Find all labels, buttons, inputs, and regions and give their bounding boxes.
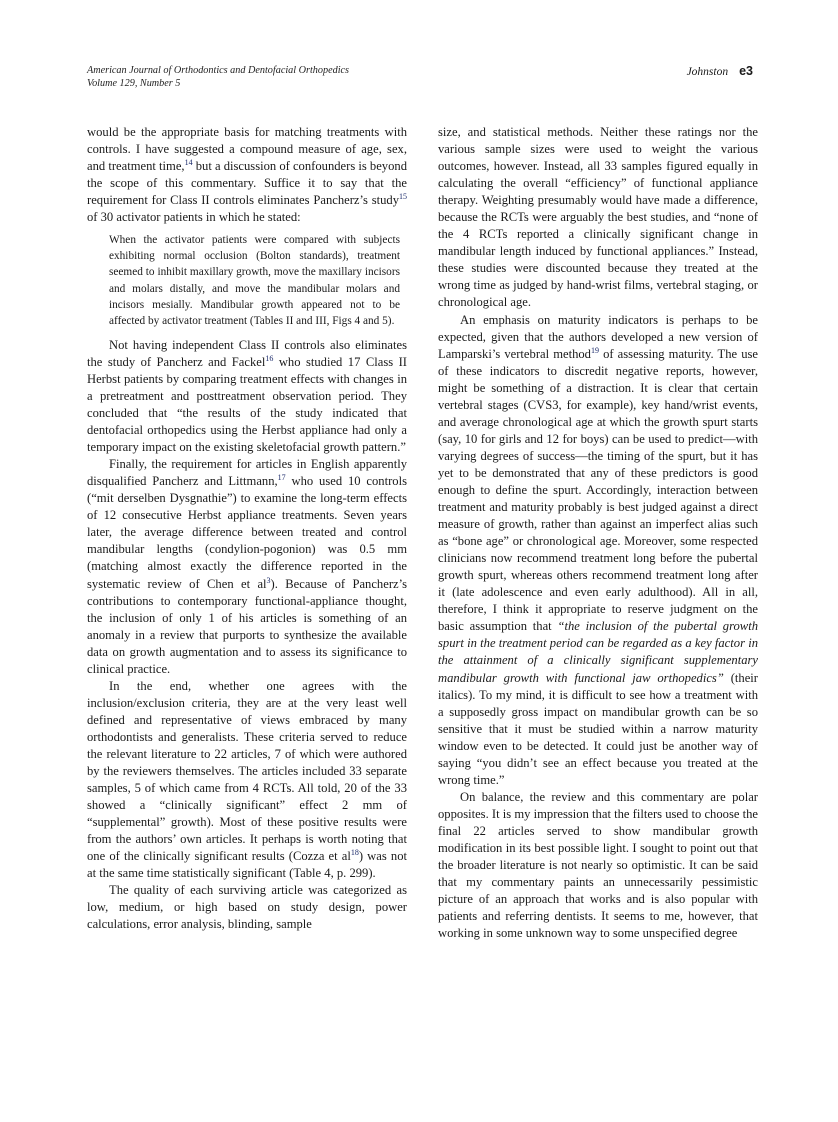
paragraph: The quality of each surviving article was categorized as low, medium, or high based on study design, power calculations, error analysis, blinding, sample [87,883,407,932]
citation-ref[interactable]: 17 [277,473,286,483]
block-quote: When the activator patients were compared with subjects exhibiting normal occlusion (Bolton standards), treatment seemed to inhibit maxillary growth, move the maxillary incisors and molars distally, and move the mandibular molars and incisors mesially. Mandibular growth appeared not to be affected by activator treatment (Tables II and III, Figs 4 and 5). [109,234,400,327]
journal-title: American Journal of Orthodontics and Dentofacial Orthopedics [87,65,350,76]
right-column [438,124,758,942]
journal-info [87,65,349,90]
journal-volume: Volume 129, Number 5 [87,77,181,89]
paragraph: Not having independent Class II controls also eliminates the study of Pancherz and Fackel$^{16}$ who studied 17 Class II Herbst patients by comparing treatment effects with changes in a pretreatment and posttreatment observation period. They concluded that “the results of the study indicated that dentofacial orthopedics using the Herbst appliance had only a temporary impact on the existing skeletofacial growth pattern.” [87,337,407,455]
citation-ref[interactable]: 19 [590,345,599,355]
header-right [687,65,753,79]
citation-ref[interactable]: 16 [265,353,274,363]
paragraph: would be the appropriate basis for matching treatments with controls. I have suggested a compound measure of age, sex, and treatment time,$^{14}$ but a discussion of confounders is beyond the scope of this commentary. Suffice it to say that the requirement for Class II controls eliminates Pancherz’s study$^{15}$ of 30 activator patients in which he stated: [87,125,407,225]
citation-ref[interactable]: 18 [350,848,359,858]
citation-ref[interactable]: 14 [184,158,193,168]
running-header [87,65,753,95]
running-author: Johnston [686,66,729,78]
italic-quote: “the inclusion of the pubertal growth spurt in the treatment period can be regarded as a key factor in the attainment of a clinically significant supplementary mandibular growth with functional jaw orthopedics” [438,619,758,685]
paragraph: Finally, the requirement for articles in English apparently disqualified Pancherz and Littmann,$^{17}$ who used 10 controls (“mit derselben Dysgnathie”) to examine the long-term effects of 12 consecutive Herbst appliance treatments. Seven years later, the average difference between treated and control mandibular lengths (condylion-pogonion) was 0.5 mm (matching almost exactly the difference reported in the systematic review of Chen et $al^3$). Because of Pancherz’s contributions to contemporary functional-appliance thought, the inclusion of only 1 of his articles is something of an anomaly in a review that purports to synthesize the available data on growth augmentation and to assess its significance to clinical practice. [87,457,407,676]
citation-ref[interactable]: 3 [266,575,271,585]
paragraph: An emphasis on maturity indicators is perhaps to be expected, given that the authors developed a new version of Lamparski’s vertebral method$^{19}$ of assessing maturity. The use of these indicators to discredit negative reports, however, might be something of a distraction. It is clear that certain vertebral stages (CVS3, for example), key hand/wrist events, and average chronological age at which the growth spurt starts (say, 10 for girls and 12 for boys) can be used to predict—with varying degrees of success—the timing of the spurt, but it has yet to be demonstrated that any of these predictors is good enough to define the spurt. Accordingly, interaction between treatment and maturity probably is best judged against a direct measure of growth, rather than against an imperfect alias such as “bone age” or chronological age. Moreover, some respected clinicians now recommend treatment long before the pubertal growth spurt, whereas others recommend treatment long after it (late adolescence and even early adulthood). All in all, therefore, I think it appropriate to reserve judgment on the basic assumption that “the inclusion of the pubertal growth spurt in the treatment period can be regarded as a key factor in the attainment of a clinically significant supplementary mandibular growth with functional jaw orthopedics” (their italics). To my mind, it is difficult to see how a treatment with a supposedly gross impact on mandibular growth can be so sensitive that it must be studied within a narrow maturity window even to be detected. It could just be another way of saying “you didn’t see an effect because you treated at the wrong time.” [438,312,758,787]
paragraph: size, and statistical methods. Neither these ratings nor the various sample sizes were used to weight the various outcomes, however. Instead, all 33 samples figured equally in calculating the overall “efficiency” of functional appliance therapy. Weighting presumably would have made a difference, because the RCTs were arguably the best studies, and “none of the 4 RCTs reported a clinically significant change in mandibular length induced by functional appliances.” Instead, these studies were discounted because they treated at the wrong time as judged by hand-wrist films, vertebral staging, or chronological age. [438,125,758,310]
page-number: e3 [739,64,753,78]
paragraph: On balance, the review and this commentary are polar opposites. It is my impression that the filters used to choose the final 22 articles served to show mandibular growth modification in its best possible light. I sought to point out that the broader literature is not nearly so optimistic. It can be said that my commentary paints an unnecessarily pessimistic picture of an approach that works and is also popular with patients and referring dentists. It seems to me, however, that working in some unknown way to some unspecified degree [438,789,758,941]
left-column [87,124,407,933]
citation-ref[interactable]: 15 [399,192,407,202]
paragraph: In the end, whether one agrees with the inclusion/exclusion criteria, they are at the very least well defined and representative of views embraced by many orthodontists and generalists. These criteria served to reduce the relevant literature to 22 articles, 7 of which were authored by the reviewers themselves. The articles included 33 separate samples, 5 of which came from 4 RCTs. All told, 20 of the 33 showed a “clinically significant” effect 2 mm of “supplemental” growth). Most of these positive results were from the authors’ own articles. It perhaps is worth noting that one of the clinically significant results (Cozza et $al^{18}$) was not at the same time statistically significant (Table 4, p. 299). [87,678,407,881]
